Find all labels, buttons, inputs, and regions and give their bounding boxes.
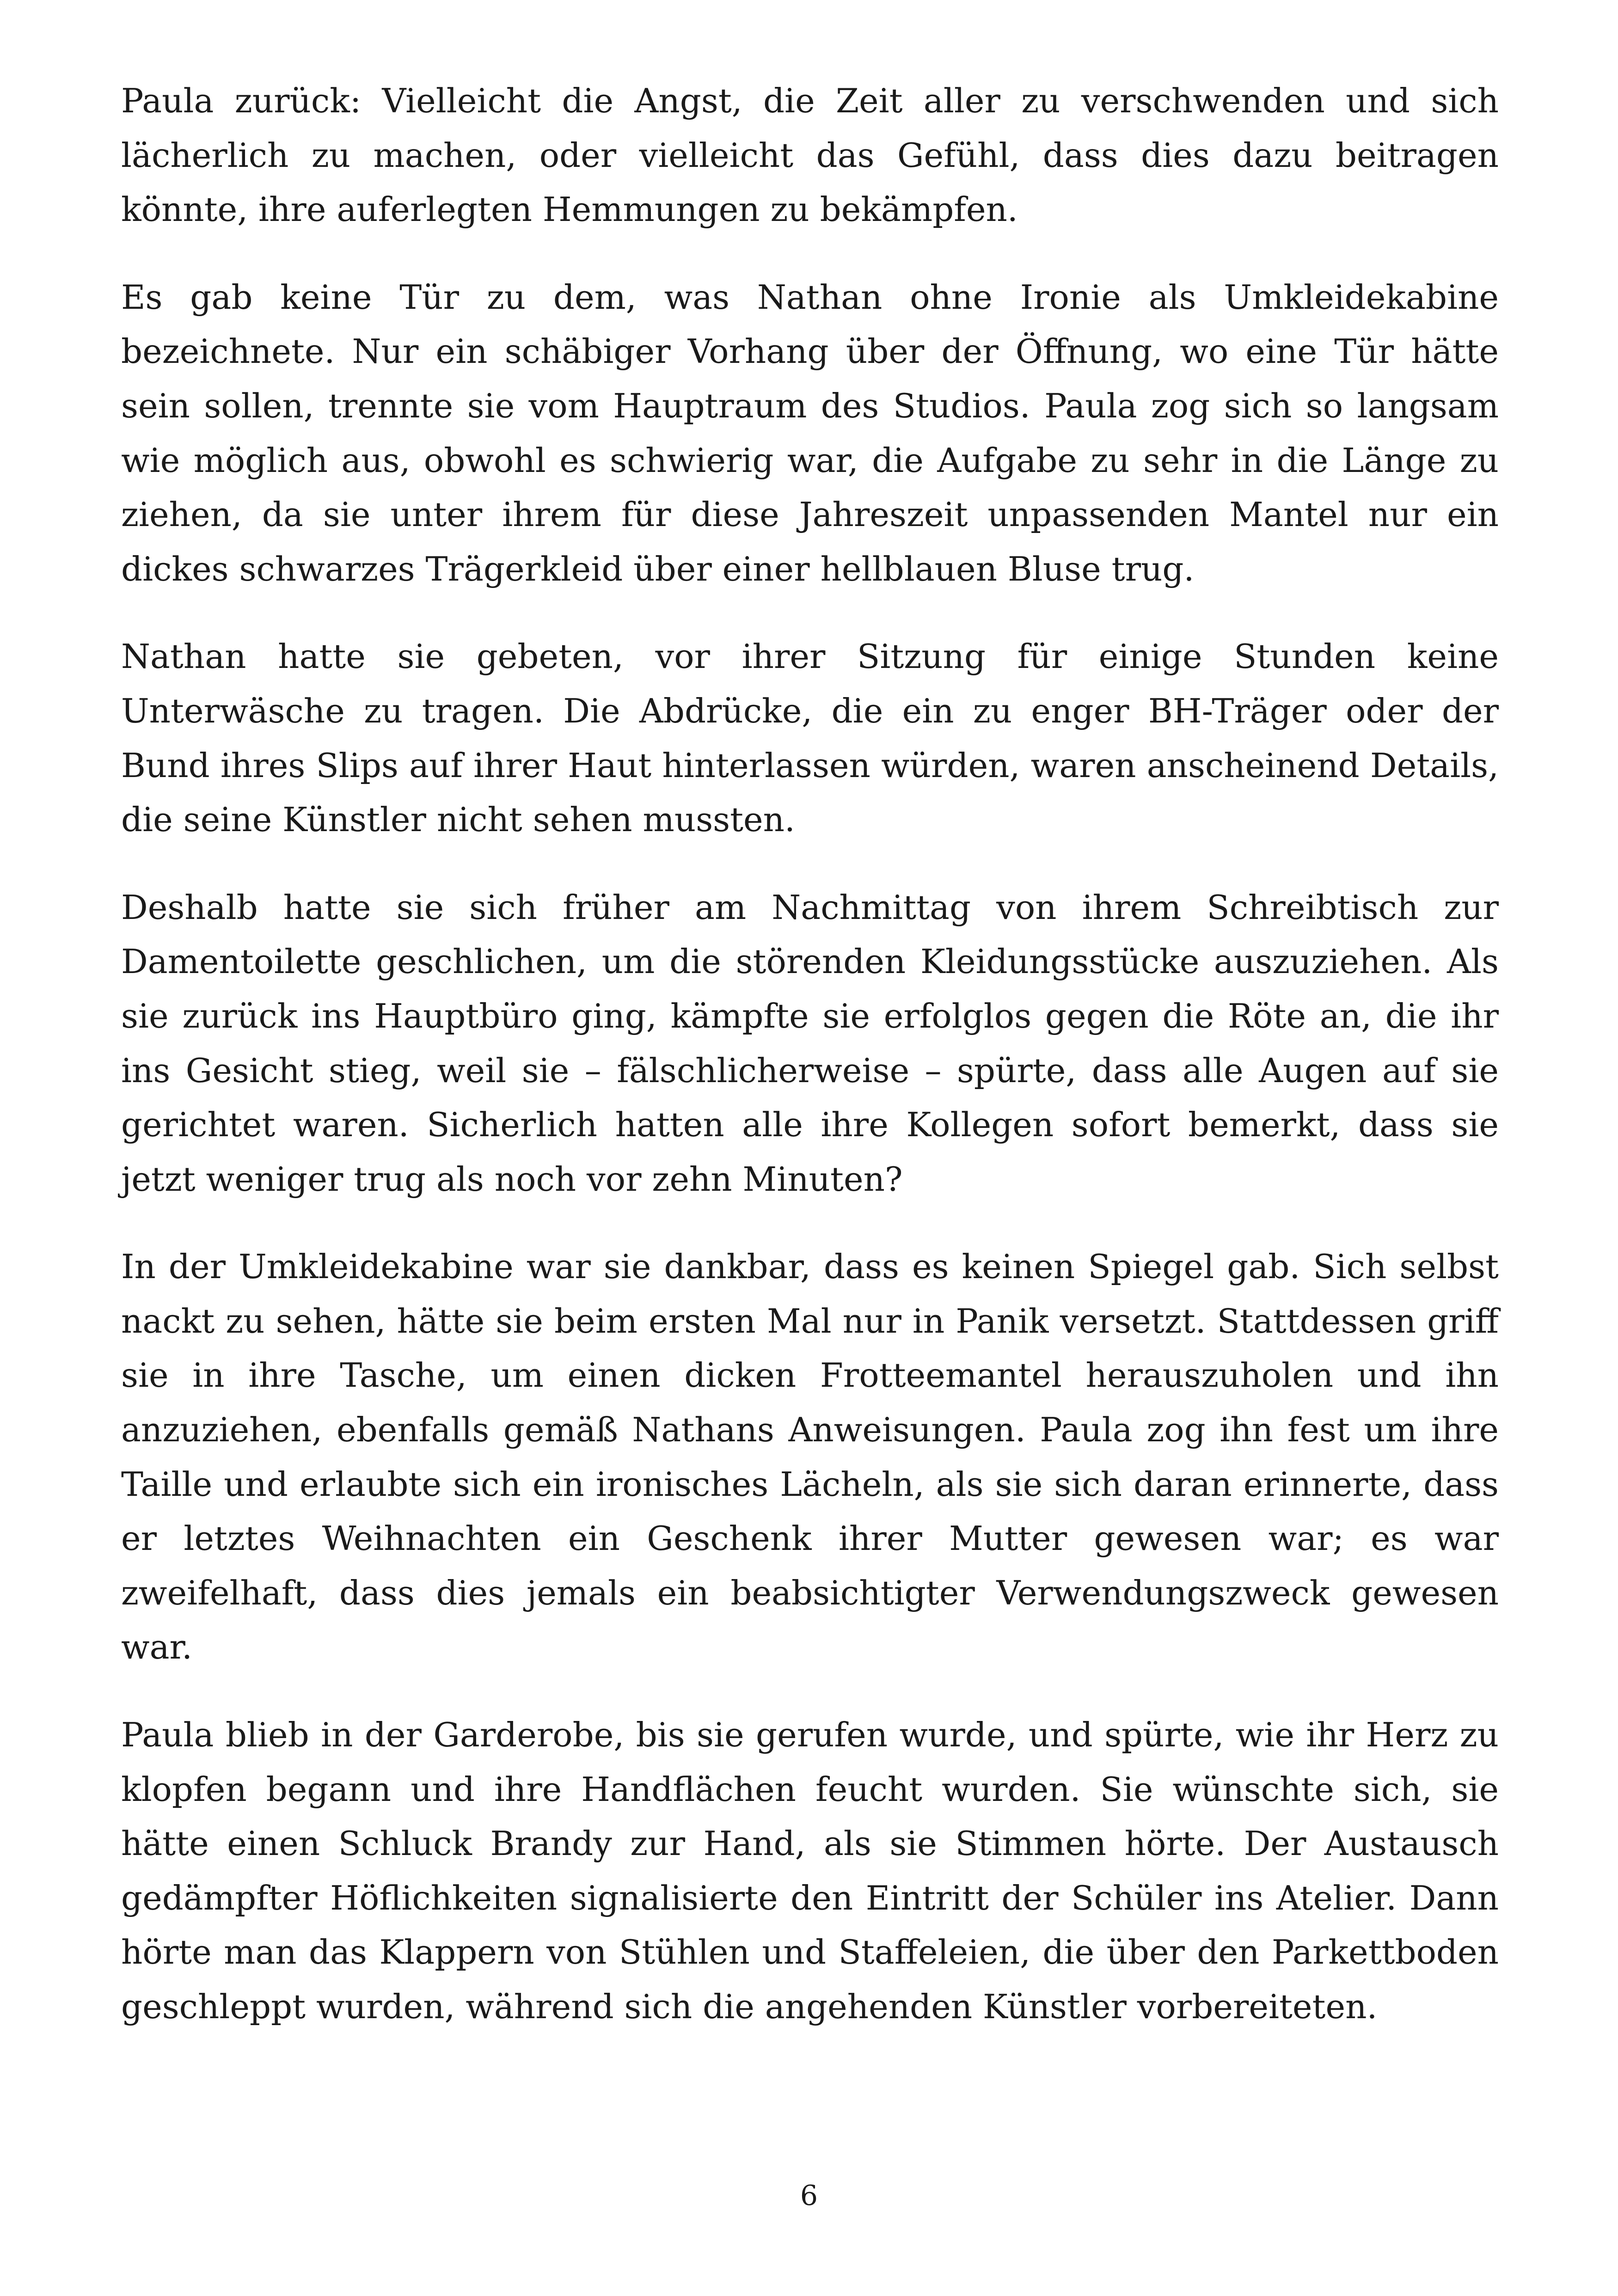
paragraph-2: Es gab keine Tür zu dem, was Nathan ohne Ironie als Umkleidekabine bezeichnete. Nur ein schäbiger Vorhang über der Öffnung, wo eine Tür hätte sein sollen, trennte sie vom Hauptraum des Studios. Paula zog sich so langsam wie möglich aus, obwohl es schwierig war, die Aufgabe zu sehr in die Länge zu ziehen, da sie unter ihrem für diese Jahreszeit unpassenden Mantel nur ein dickes schwarzes Trägerkleid über einer hellblauen Bluse trug. <box>121 277 1499 588</box>
paragraph-4: Deshalb hatte sie sich früher am Nachmittag von ihrem Schreibtisch zur Damentoilette geschlichen, um die störenden Kleidungsstücke auszuziehen. Als sie zurück ins Hauptbüro ging, kämpfte sie erfolglos gegen die Röte an, die ihr ins Gesicht stieg, weil sie – fälschlicherweise – spürte, dass alle Augen auf sie gerichtet waren. Sicherlich hatten alle ihre Kollegen sofort bemerkt, dass sie jetzt weniger trug als noch vor zehn Minuten? <box>121 888 1499 1199</box>
paragraph-3: Nathan hatte sie gebeten, vor ihrer Sitzung für einige Stunden keine Unterwäsche zu tragen. Die Abdrücke, die ein zu enger BH-Träger oder der Bund ihres Slips auf ihrer Haut hinterlassen würden, waren anscheinend Details, die seine Künstler nicht sehen mussten. <box>121 637 1499 839</box>
paragraph-6: Paula blieb in der Garderobe, bis sie gerufen wurde, und spürte, wie ihr Herz zu klopfen begann und ihre Handflächen feucht wurden. Sie wünschte sich, sie hätte einen Schluck Brandy zur Hand, als sie Stimmen hörte. Der Austausch gedämpfter Höflichkeiten signalisierte den Eintritt der Schüler ins Atelier. Dann hörte man das Klappern von Stühlen und Staffeleien, die über den Parkettboden geschleppt wurden, während sich die angehenden Künstler vorbereiteten. <box>121 1715 1499 2026</box>
paragraph-1: Paula zurück: Vielleicht die Angst, die Zeit aller zu verschwenden und sich lächerlich zu machen, oder vielleicht das Gefühl, dass dies dazu beitragen könnte, ihre auferlegten Hemmungen zu bekämpfen. <box>121 81 1499 229</box>
body-text <box>121 74 1499 2068</box>
page-number: 6 <box>800 2180 818 2212</box>
paragraph-5: In der Umkleidekabine war sie dankbar, dass es keinen Spiegel gab. Sich selbst nackt zu sehen, hätte sie beim ersten Mal nur in Panik versetzt. Stattdessen griff sie in ihre Tasche, um einen dicken Frotteemantel herauszuholen und ihn anzuziehen, ebenfalls gemäß Nathans Anweisungen. Paula zog ihn fest um ihre Taille und erlaubte sich ein ironisches Lächeln, als sie sich daran erinnerte, dass er letztes Weihnachten ein Geschenk ihrer Mutter gewesen war; es war zweifelhaft, dass dies jemals ein beabsichtigter Verwendungszweck gewesen war. <box>121 1247 1499 1667</box>
